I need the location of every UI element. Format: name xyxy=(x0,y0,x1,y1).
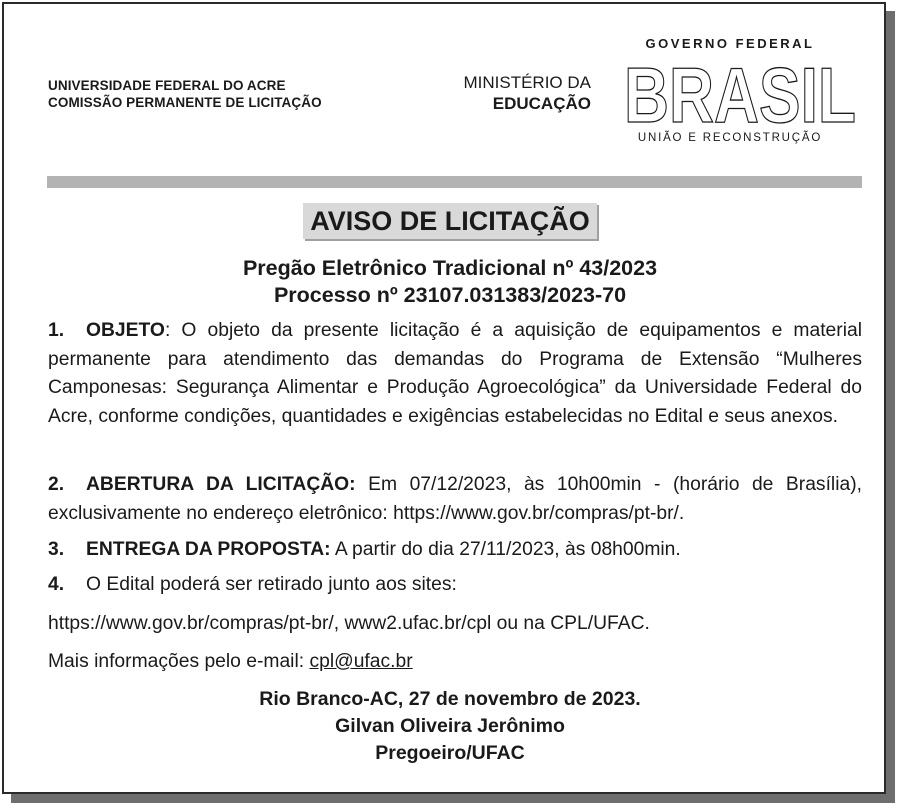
item-number: 1. xyxy=(48,320,65,341)
logo-top-text: GOVERNO FEDERAL xyxy=(645,36,815,51)
org-university: UNIVERSIDADE FEDERAL DO ACRE xyxy=(48,78,286,93)
brasil-wordmark-icon xyxy=(622,60,858,130)
item-abertura xyxy=(48,471,862,528)
contact-label: Mais informações pelo e-mail: xyxy=(48,651,310,672)
contact-email-link[interactable]: cpl@ufac.br xyxy=(309,651,413,672)
item-text: : O objeto da presente licitação é a aquisição de equipamentos e material permanente para atendimento das demandas do Programa de Extensão “Mulheres Camponesas: Segurança Alimentar e Produção Agroecológica” da Universidade Federal do Acre, conforme condições, quantidades e exigências estabelecidas no Edital e seus anexos. xyxy=(48,320,862,427)
item-number: 3. xyxy=(48,539,65,560)
signature-place-date: Rio Branco-AC, 27 de novembro de 2023. xyxy=(259,688,641,710)
ministry-block xyxy=(455,72,591,114)
item-number: 4. xyxy=(48,574,65,595)
signature-role: Pregoeiro/UFAC xyxy=(375,742,525,764)
item-heading: ABERTURA DA LICITAÇÃO: xyxy=(86,474,356,495)
logo-word: BRASIL xyxy=(624,60,856,130)
notice-title: AVISO DE LICITAÇÃO xyxy=(303,203,597,239)
item-number: 2. xyxy=(48,474,65,495)
processo-line: Processo nº 23107.031383/2023-70 xyxy=(273,283,627,307)
org-commission: COMISSÃO PERMANENTE DE LICITAÇÃO xyxy=(48,95,322,110)
item-heading: ENTREGA DA PROPOSTA: xyxy=(86,539,331,560)
ministry-line2: EDUCAÇÃO xyxy=(492,94,591,113)
item-text: O Edital poderá ser retirado junto aos sites: xyxy=(86,574,457,595)
item-objeto xyxy=(48,317,862,431)
item-text: A partir do dia 27/11/2023, às 08h00min. xyxy=(330,539,681,560)
item-edital xyxy=(48,571,862,600)
header-divider xyxy=(47,176,862,188)
org-block xyxy=(48,77,322,111)
title-wrap xyxy=(0,203,900,239)
item-heading: OBJETO xyxy=(86,320,165,341)
contact-line xyxy=(48,648,862,677)
item-entrega xyxy=(48,536,862,565)
ministry-line1: MINISTÉRIO DA xyxy=(463,73,591,92)
signature-name: Gilvan Oliveira Jerônimo xyxy=(335,715,565,737)
item-text: Em 07/12/2023, às 10h00min - (horário de Brasília), exclusivamente no endereço eletrônico: https://www.gov.br/compras/pt-br/. xyxy=(48,474,862,524)
logo-bottom-text: UNIÃO E RECONSTRUÇÃO xyxy=(637,132,823,144)
government-logo xyxy=(612,36,862,148)
pregao-line: Pregão Eletrônico Tradicional nº 43/2023 xyxy=(242,256,658,280)
sites-line: https://www.gov.br/compras/pt-br/, www2.ufac.br/cpl ou na CPL/UFAC. xyxy=(48,613,650,634)
